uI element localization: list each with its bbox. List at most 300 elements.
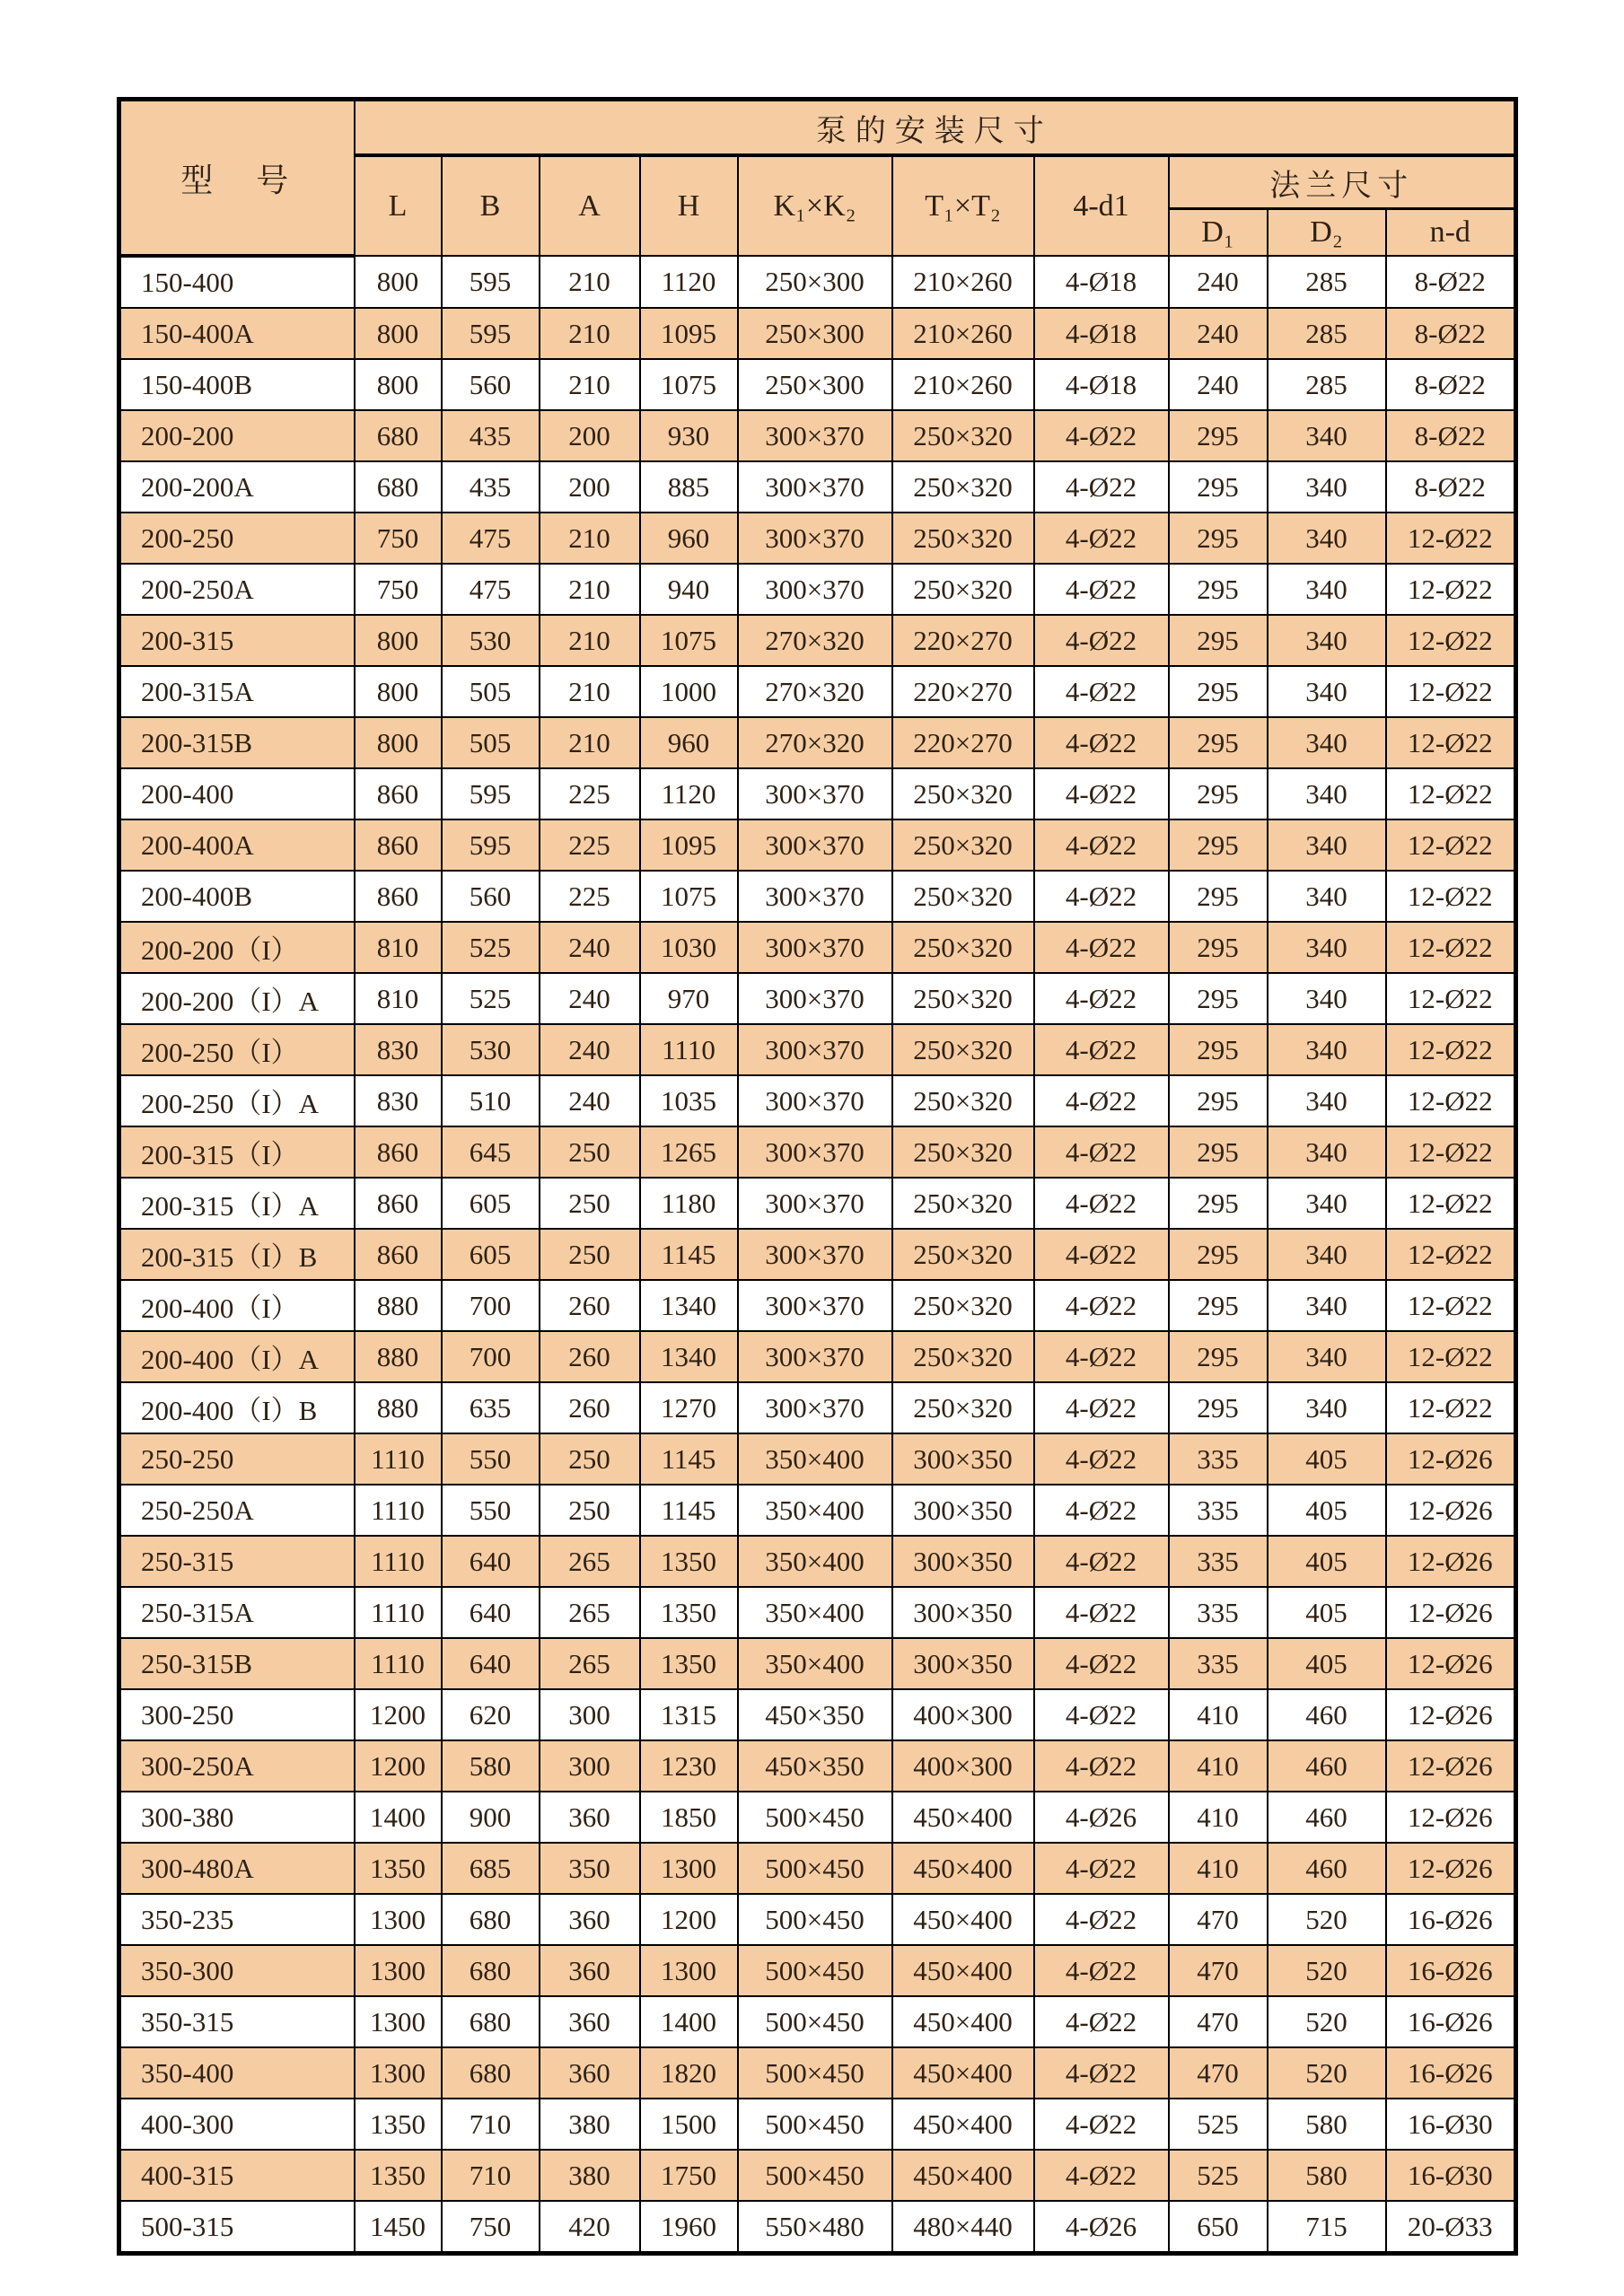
model-cell: 200-200A	[119, 461, 355, 513]
value-cell: 580	[1268, 2099, 1386, 2150]
value-cell: 8-Ø22	[1386, 461, 1516, 513]
value-cell: 340	[1268, 513, 1386, 564]
value-cell: 250	[540, 1433, 640, 1485]
value-cell: 500×450	[738, 2150, 892, 2201]
value-cell: 250×320	[892, 1178, 1034, 1229]
value-cell: 360	[540, 1996, 640, 2047]
value-cell: 4-Ø18	[1034, 359, 1169, 410]
value-cell: 680	[442, 1945, 540, 1996]
table-row	[119, 1945, 1516, 1996]
value-cell: 500×450	[738, 2099, 892, 2150]
value-cell: 4-Ø22	[1034, 2150, 1169, 2201]
table-row	[119, 1740, 1516, 1792]
value-cell: 750	[355, 513, 442, 564]
value-cell: 295	[1169, 973, 1268, 1024]
value-cell: 340	[1268, 615, 1386, 666]
value-cell: 4-Ø18	[1034, 256, 1169, 308]
value-cell: 12-Ø22	[1386, 1382, 1516, 1433]
value-cell: 505	[442, 666, 540, 717]
value-cell: 405	[1268, 1638, 1386, 1689]
installation-dimensions-group-header: 泵的安装尺寸	[355, 100, 1516, 156]
value-cell: 12-Ø22	[1386, 513, 1516, 564]
value-cell: 210	[540, 359, 640, 410]
value-cell: 470	[1169, 2047, 1268, 2099]
value-cell: 860	[355, 1178, 442, 1229]
value-cell: 520	[1268, 1945, 1386, 1996]
value-cell: 250×320	[892, 1024, 1034, 1075]
value-cell: 460	[1268, 1740, 1386, 1792]
value-cell: 12-Ø22	[1386, 666, 1516, 717]
value-cell: 1300	[355, 1945, 442, 1996]
value-cell: 680	[355, 461, 442, 513]
value-cell: 340	[1268, 1382, 1386, 1433]
value-cell: 1820	[640, 2047, 738, 2099]
value-cell: 4-Ø18	[1034, 308, 1169, 359]
value-cell: 960	[640, 513, 738, 564]
value-cell: 1500	[640, 2099, 738, 2150]
value-cell: 1350	[355, 1843, 442, 1894]
value-cell: 860	[355, 1126, 442, 1178]
value-cell: 1200	[355, 1689, 442, 1740]
table-row	[119, 1280, 1516, 1331]
value-cell: 4-Ø22	[1034, 1382, 1169, 1433]
model-cell: 200-200	[119, 410, 355, 461]
value-cell: 1120	[640, 768, 738, 819]
table-row	[119, 1382, 1516, 1433]
value-cell: 295	[1169, 922, 1268, 973]
value-cell: 1075	[640, 871, 738, 922]
value-cell: 12-Ø26	[1386, 1638, 1516, 1689]
value-cell: 210	[540, 564, 640, 615]
value-cell: 295	[1169, 1075, 1268, 1126]
value-cell: 300×350	[892, 1536, 1034, 1587]
value-cell: 300×370	[738, 819, 892, 871]
value-cell: 530	[442, 615, 540, 666]
value-cell: 12-Ø26	[1386, 1843, 1516, 1894]
value-cell: 12-Ø26	[1386, 1485, 1516, 1536]
value-cell: 350×400	[738, 1587, 892, 1638]
value-cell: 340	[1268, 1178, 1386, 1229]
value-cell: 4-Ø22	[1034, 922, 1169, 973]
value-cell: 295	[1169, 1024, 1268, 1075]
value-cell: 1750	[640, 2150, 738, 2201]
table-row	[119, 871, 1516, 922]
table-row	[119, 768, 1516, 819]
value-cell: 340	[1268, 1229, 1386, 1280]
value-cell: 640	[442, 1536, 540, 1587]
value-cell: 295	[1169, 717, 1268, 768]
value-cell: 580	[442, 1740, 540, 1792]
value-cell: 16-Ø30	[1386, 2099, 1516, 2150]
value-cell: 880	[355, 1280, 442, 1331]
value-cell: 1340	[640, 1280, 738, 1331]
value-cell: 380	[540, 2099, 640, 2150]
value-cell: 640	[442, 1587, 540, 1638]
value-cell: 435	[442, 410, 540, 461]
value-cell: 1145	[640, 1229, 738, 1280]
model-cell: 200-315（I）A	[119, 1178, 355, 1229]
value-cell: 250×300	[738, 359, 892, 410]
value-cell: 970	[640, 973, 738, 1024]
value-cell: 1110	[355, 1536, 442, 1587]
value-cell: 470	[1169, 1894, 1268, 1945]
value-cell: 1850	[640, 1792, 738, 1843]
value-cell: 300×370	[738, 1075, 892, 1126]
value-cell: 12-Ø22	[1386, 564, 1516, 615]
value-cell: 295	[1169, 410, 1268, 461]
model-cell: 200-315B	[119, 717, 355, 768]
value-cell: 1035	[640, 1075, 738, 1126]
value-cell: 410	[1169, 1740, 1268, 1792]
table-row	[119, 1587, 1516, 1638]
value-cell: 640	[442, 1638, 540, 1689]
value-cell: 1110	[355, 1433, 442, 1485]
value-cell: 295	[1169, 819, 1268, 871]
value-cell: 260	[540, 1382, 640, 1433]
value-cell: 710	[442, 2150, 540, 2201]
value-cell: 4-Ø22	[1034, 513, 1169, 564]
value-cell: 250×320	[892, 513, 1034, 564]
value-cell: 4-Ø22	[1034, 1536, 1169, 1587]
model-cell: 400-315	[119, 2150, 355, 2201]
value-cell: 335	[1169, 1536, 1268, 1587]
table-row	[119, 513, 1516, 564]
value-cell: 940	[640, 564, 738, 615]
value-cell: 260	[540, 1331, 640, 1382]
value-cell: 12-Ø22	[1386, 1178, 1516, 1229]
table-row	[119, 410, 1516, 461]
value-cell: 800	[355, 717, 442, 768]
value-cell: 860	[355, 1229, 442, 1280]
table-row	[119, 1485, 1516, 1536]
table-row	[119, 1126, 1516, 1178]
value-cell: 1265	[640, 1126, 738, 1178]
value-cell: 250×320	[892, 973, 1034, 1024]
value-cell: 285	[1268, 256, 1386, 308]
value-cell: 500×450	[738, 1843, 892, 1894]
value-cell: 800	[355, 359, 442, 410]
value-cell: 605	[442, 1178, 540, 1229]
value-cell: 250×320	[892, 1075, 1034, 1126]
value-cell: 400×300	[892, 1689, 1034, 1740]
value-cell: 1075	[640, 615, 738, 666]
model-cell: 150-400	[119, 256, 355, 308]
value-cell: 450×400	[892, 2099, 1034, 2150]
value-cell: 605	[442, 1229, 540, 1280]
value-cell: 220×270	[892, 717, 1034, 768]
value-cell: 405	[1268, 1485, 1386, 1536]
value-cell: 1110	[355, 1638, 442, 1689]
value-cell: 4-Ø22	[1034, 768, 1169, 819]
value-cell: 4-Ø22	[1034, 1587, 1169, 1638]
value-cell: 595	[442, 256, 540, 308]
model-cell: 350-300	[119, 1945, 355, 1996]
value-cell: 12-Ø22	[1386, 1331, 1516, 1382]
value-cell: 1400	[640, 1996, 738, 2047]
value-cell: 380	[540, 2150, 640, 2201]
value-cell: 4-Ø22	[1034, 1996, 1169, 2047]
value-cell: 240	[1169, 256, 1268, 308]
model-cell: 150-400B	[119, 359, 355, 410]
value-cell: 250×320	[892, 1331, 1034, 1382]
model-cell: 300-380	[119, 1792, 355, 1843]
model-cell: 250-250	[119, 1433, 355, 1485]
value-cell: 250×320	[892, 871, 1034, 922]
value-cell: 250×320	[892, 1382, 1034, 1433]
value-cell: 335	[1169, 1587, 1268, 1638]
value-cell: 1400	[355, 1792, 442, 1843]
value-cell: 1145	[640, 1433, 738, 1485]
value-cell: 350×400	[738, 1638, 892, 1689]
value-cell: 4-Ø22	[1034, 2047, 1169, 2099]
value-cell: 295	[1169, 1178, 1268, 1229]
value-cell: 8-Ø22	[1386, 410, 1516, 461]
value-cell: 4-Ø22	[1034, 871, 1169, 922]
value-cell: 16-Ø26	[1386, 1945, 1516, 1996]
value-cell: 715	[1268, 2201, 1386, 2254]
value-cell: 300×370	[738, 564, 892, 615]
value-cell: 410	[1169, 1843, 1268, 1894]
value-cell: 350×400	[738, 1433, 892, 1485]
value-cell: 350	[540, 1843, 640, 1894]
value-cell: 16-Ø26	[1386, 1996, 1516, 2047]
value-cell: 360	[540, 2047, 640, 2099]
value-cell: 505	[442, 717, 540, 768]
value-cell: 300×370	[738, 1331, 892, 1382]
value-cell: 4-Ø22	[1034, 1638, 1169, 1689]
model-cell: 200-250A	[119, 564, 355, 615]
value-cell: 405	[1268, 1587, 1386, 1638]
model-cell: 200-250（I）A	[119, 1075, 355, 1126]
table-body	[119, 256, 1516, 2254]
value-cell: 800	[355, 256, 442, 308]
value-cell: 12-Ø22	[1386, 819, 1516, 871]
value-cell: 4-Ø26	[1034, 2201, 1169, 2254]
value-cell: 860	[355, 871, 442, 922]
value-cell: 12-Ø22	[1386, 871, 1516, 922]
value-cell: 250×320	[892, 1280, 1034, 1331]
value-cell: 450×350	[738, 1689, 892, 1740]
model-cell: 200-400B	[119, 871, 355, 922]
model-cell: 200-250	[119, 513, 355, 564]
value-cell: 560	[442, 871, 540, 922]
table-row	[119, 1996, 1516, 2047]
value-cell: 1350	[355, 2150, 442, 2201]
value-cell: 8-Ø22	[1386, 256, 1516, 308]
value-cell: 20-Ø33	[1386, 2201, 1516, 2254]
value-cell: 300×350	[892, 1433, 1034, 1485]
value-cell: 12-Ø22	[1386, 768, 1516, 819]
value-cell: 500×450	[738, 1894, 892, 1945]
value-cell: 1450	[355, 2201, 442, 2254]
model-cell: 200-400	[119, 768, 355, 819]
column-header-B: B	[442, 155, 540, 256]
value-cell: 4-Ø22	[1034, 410, 1169, 461]
value-cell: 525	[1169, 2150, 1268, 2201]
value-cell: 250×320	[892, 461, 1034, 513]
value-cell: 4-Ø22	[1034, 1945, 1169, 1996]
value-cell: 300×370	[738, 410, 892, 461]
value-cell: 750	[355, 564, 442, 615]
value-cell: 285	[1268, 359, 1386, 410]
value-cell: 340	[1268, 461, 1386, 513]
value-cell: 1120	[640, 256, 738, 308]
value-cell: 340	[1268, 768, 1386, 819]
table-row	[119, 564, 1516, 615]
value-cell: 520	[1268, 2047, 1386, 2099]
value-cell: 240	[1169, 308, 1268, 359]
value-cell: 1200	[355, 1740, 442, 1792]
model-cell: 200-400（I）B	[119, 1382, 355, 1433]
value-cell: 635	[442, 1382, 540, 1433]
value-cell: 1340	[640, 1331, 738, 1382]
value-cell: 260	[540, 1280, 640, 1331]
model-cell: 300-250	[119, 1689, 355, 1740]
value-cell: 270×320	[738, 717, 892, 768]
table-header	[119, 100, 1516, 257]
value-cell: 210×260	[892, 359, 1034, 410]
value-cell: 200	[540, 410, 640, 461]
value-cell: 4-Ø22	[1034, 1126, 1169, 1178]
value-cell: 680	[442, 1894, 540, 1945]
value-cell: 295	[1169, 461, 1268, 513]
value-cell: 830	[355, 1075, 442, 1126]
value-cell: 700	[442, 1331, 540, 1382]
table-row	[119, 1536, 1516, 1587]
value-cell: 335	[1169, 1485, 1268, 1536]
value-cell: 8-Ø22	[1386, 308, 1516, 359]
model-cell: 200-400（I）A	[119, 1331, 355, 1382]
value-cell: 250×320	[892, 410, 1034, 461]
value-cell: 1300	[355, 1894, 442, 1945]
column-header-H: H	[640, 155, 738, 256]
value-cell: 12-Ø26	[1386, 1536, 1516, 1587]
model-cell: 350-235	[119, 1894, 355, 1945]
value-cell: 340	[1268, 410, 1386, 461]
value-cell: 12-Ø22	[1386, 922, 1516, 973]
value-cell: 12-Ø26	[1386, 1792, 1516, 1843]
value-cell: 16-Ø26	[1386, 2047, 1516, 2099]
value-cell: 8-Ø22	[1386, 359, 1516, 410]
value-cell: 210×260	[892, 308, 1034, 359]
value-cell: 880	[355, 1382, 442, 1433]
value-cell: 350×400	[738, 1536, 892, 1587]
value-cell: 340	[1268, 973, 1386, 1024]
value-cell: 1960	[640, 2201, 738, 2254]
value-cell: 830	[355, 1024, 442, 1075]
table-row	[119, 2201, 1516, 2254]
table-row	[119, 1331, 1516, 1382]
value-cell: 220×270	[892, 615, 1034, 666]
table-row	[119, 1024, 1516, 1075]
value-cell: 405	[1268, 1536, 1386, 1587]
value-cell: 340	[1268, 819, 1386, 871]
value-cell: 340	[1268, 717, 1386, 768]
value-cell: 4-Ø22	[1034, 1075, 1169, 1126]
value-cell: 900	[442, 1792, 540, 1843]
model-cell: 200-250（I）	[119, 1024, 355, 1075]
value-cell: 300	[540, 1740, 640, 1792]
value-cell: 12-Ø26	[1386, 1689, 1516, 1740]
value-cell: 340	[1268, 922, 1386, 973]
value-cell: 285	[1268, 308, 1386, 359]
model-cell: 200-315	[119, 615, 355, 666]
value-cell: 265	[540, 1638, 640, 1689]
value-cell: 470	[1169, 1996, 1268, 2047]
value-cell: 1030	[640, 922, 738, 973]
value-cell: 4-Ø22	[1034, 2099, 1169, 2150]
value-cell: 340	[1268, 666, 1386, 717]
value-cell: 210	[540, 513, 640, 564]
value-cell: 1300	[355, 1996, 442, 2047]
value-cell: 12-Ø26	[1386, 1587, 1516, 1638]
value-cell: 1200	[640, 1894, 738, 1945]
value-cell: 930	[640, 410, 738, 461]
column-header-4-d1: 4-d1	[1034, 155, 1169, 256]
value-cell: 530	[442, 1024, 540, 1075]
column-header-T1xT2: T₁×T₂	[892, 155, 1034, 256]
table-row	[119, 2047, 1516, 2099]
value-cell: 16-Ø26	[1386, 1894, 1516, 1945]
value-cell: 300×350	[892, 1587, 1034, 1638]
value-cell: 500×450	[738, 2047, 892, 2099]
column-header-D1: D₁	[1169, 209, 1268, 257]
value-cell: 340	[1268, 1024, 1386, 1075]
value-cell: 240	[540, 1024, 640, 1075]
value-cell: 12-Ø22	[1386, 1126, 1516, 1178]
value-cell: 240	[540, 1075, 640, 1126]
value-cell: 450×400	[892, 2047, 1034, 2099]
value-cell: 340	[1268, 1075, 1386, 1126]
value-cell: 810	[355, 973, 442, 1024]
value-cell: 300×370	[738, 1229, 892, 1280]
value-cell: 1300	[640, 1945, 738, 1996]
value-cell: 885	[640, 461, 738, 513]
value-cell: 210	[540, 615, 640, 666]
table-row	[119, 973, 1516, 1024]
value-cell: 450×350	[738, 1740, 892, 1792]
value-cell: 270×320	[738, 666, 892, 717]
value-cell: 460	[1268, 1792, 1386, 1843]
table-row	[119, 256, 1516, 308]
model-cell: 200-315（I）B	[119, 1229, 355, 1280]
value-cell: 250×320	[892, 922, 1034, 973]
value-cell: 525	[442, 922, 540, 973]
value-cell: 435	[442, 461, 540, 513]
value-cell: 220×270	[892, 666, 1034, 717]
value-cell: 400×300	[892, 1740, 1034, 1792]
value-cell: 420	[540, 2201, 640, 2254]
value-cell: 210	[540, 308, 640, 359]
table-row	[119, 359, 1516, 410]
value-cell: 340	[1268, 1280, 1386, 1331]
value-cell: 525	[1169, 2099, 1268, 2150]
value-cell: 450×400	[892, 1996, 1034, 2047]
value-cell: 12-Ø22	[1386, 1024, 1516, 1075]
value-cell: 450×400	[892, 2150, 1034, 2201]
value-cell: 700	[442, 1280, 540, 1331]
value-cell: 450×400	[892, 1945, 1034, 1996]
value-cell: 685	[442, 1843, 540, 1894]
value-cell: 410	[1169, 1792, 1268, 1843]
value-cell: 1350	[640, 1536, 738, 1587]
model-cell: 350-315	[119, 1996, 355, 2047]
model-cell: 200-315（I）	[119, 1126, 355, 1178]
value-cell: 1350	[640, 1638, 738, 1689]
value-cell: 12-Ø22	[1386, 1075, 1516, 1126]
value-cell: 300×370	[738, 871, 892, 922]
model-cell: 200-200（I）	[119, 922, 355, 973]
